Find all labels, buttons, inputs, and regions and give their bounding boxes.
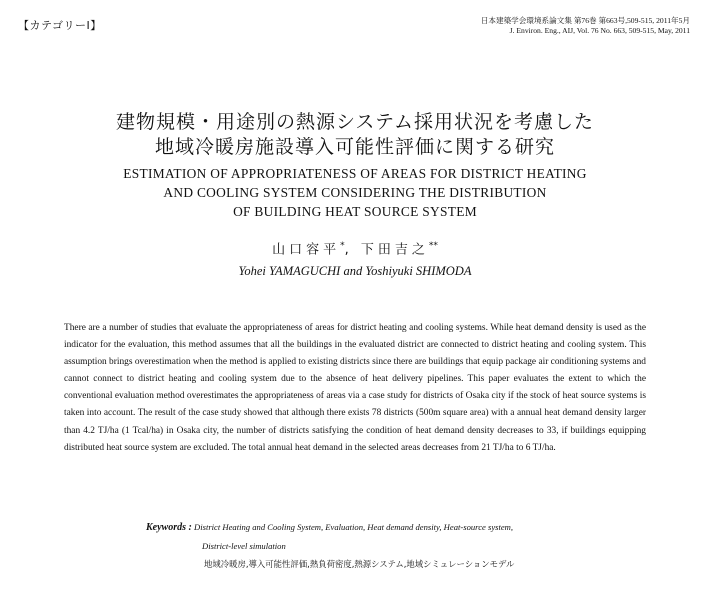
authors-en: Yohei YAMAGUCHI and Yoshiyuki SHIMODA	[238, 264, 472, 279]
journal-citation-jp: 日本建築学会環境系論文集 第76巻 第663号,509-515, 2011年5月	[480, 16, 690, 25]
abstract: There are a number of studies that evaluate the appropriateness of areas for district heating and cooling systems. While heat demand density is used as the indicator for the evaluation, this method assumes that all the buildings in the evaluated district are connected to district heating and cooling system. This assumption brings overestimation when the method is applied to existing districts since there are buildings that equip package air conditioning systems and cannot connect to district heating and cooling system due to the absence of heat delivery pipelines. This paper evaluates the extent to which the conventional evaluation method overestimates the appropriateness of areas via a case study for districts of Osaka city if the stock of heat source systems is taken into account. The result of the case study showed that although there exists 78 districts (500m square area) with a annual heat demand density larger than 4.2 TJ/ha (1 Tcal/ha) in Osaka city, the number of districts satisfying the condition of heat demand density decreases to 33, if buildings equipping distributed heat source system are excluded. The total annual heat demand in the selected areas decreases from 21 TJ/ha to 6 TJ/ha.	[64, 323, 646, 453]
journal-citation	[481, 16, 690, 36]
authors	[0, 236, 710, 280]
keywords-label: Keywords :	[146, 522, 192, 533]
keywords	[146, 518, 666, 573]
category-label: 【カテゴリーⅠ】	[18, 19, 102, 32]
journal-citation-en: J. Environ. Eng., AIJ, Vol. 76 No. 663, 509-515, May, 2011	[509, 26, 690, 35]
author2-mark: **	[428, 241, 438, 251]
title-en	[0, 164, 710, 221]
author1-jp: 山口容平	[272, 242, 341, 258]
paper-title	[0, 110, 710, 221]
title-en-line3: OF BUILDING HEAT SOURCE SYSTEM	[233, 204, 477, 219]
keywords-en-line1: District Heating and Cooling System, Evaluation, Heat demand density, Heat-source system,	[194, 522, 514, 532]
keywords-en-line2: District-level simulation	[202, 541, 286, 551]
title-en-line2: AND COOLING SYSTEM CONSIDERING THE DISTRIBUTION	[163, 185, 547, 200]
title-en-line1: ESTIMATION OF APPROPRIATENESS OF AREAS FOR DISTRICT HEATING	[123, 166, 587, 181]
authors-jp	[0, 236, 710, 260]
title-jp-line1: 建物規模・用途別の熱源システム採用状況を考慮した	[115, 111, 595, 133]
author-separator: ,	[344, 242, 353, 258]
author2-jp: 下田吉之	[360, 242, 429, 258]
title-jp-line2: 地域冷暖房施設導入可能性評価に関する研究	[154, 136, 555, 158]
keywords-jp: 地域冷暖房,導入可能性評価,熱負荷密度,熱源システム,地域シミュレーションモデル	[204, 559, 515, 569]
author1-mark: *	[340, 241, 345, 251]
